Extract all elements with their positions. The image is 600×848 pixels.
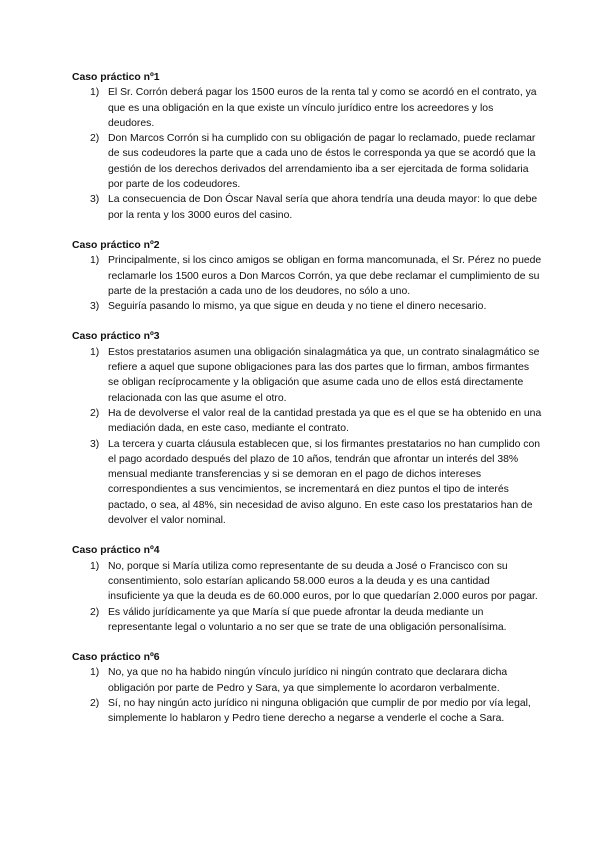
item-text: Estos prestatarios asumen una obligación sinalagmática ya que, un contrato sinalagmático se refiere a aquel que supone obligaciones para las dos partes que lo firman, ambos firmantes se obligan recíprocamente y la obligación que asume cada uno de ellos está directamente relacionada con las que asume el otro. <box>108 346 540 404</box>
answer-list <box>72 85 542 223</box>
item-text: Es válido jurídicamente ya que María sí que puede afrontar la deuda mediante un representante legal o voluntario a no ser que se trate de una obligación personalísima. <box>108 606 507 633</box>
case-3 <box>72 329 542 528</box>
case-6 <box>72 650 542 726</box>
item-text: No, porque si María utiliza como representante de su deuda a José o Francisco con su consentimiento, solo estarían aplicando 58.000 euros a la deuda y es una cantidad insuficiente ya que la deuda es de 60.000 euros, por lo que quedarían 2.000 euros por pagar. <box>108 560 538 603</box>
item-number: 1) <box>90 87 100 99</box>
item-text: Ha de devolverse el valor real de la cantidad prestada ya que es el que se ha obtenido en una mediación dada, en este caso, mediante el contrato. <box>108 407 542 435</box>
item-number: 2) <box>90 407 100 419</box>
item-number: 1) <box>90 560 100 572</box>
item-number: 2) <box>90 606 100 618</box>
answer-list <box>72 253 542 314</box>
answer-list <box>72 345 542 529</box>
list-item <box>72 406 542 437</box>
list-item <box>72 665 542 696</box>
item-text: Don Marcos Corrón si ha cumplido con su obligación de pagar lo reclamado, puede reclamar de sus codeudores la parte que a cada uno de éstos le corresponda ya que se acordó que la gestión de los derechos derivados del arrendamiento iba a ser ejercitada de forma solidaria por parte de los codeudores. <box>108 133 536 191</box>
list-item <box>72 192 542 223</box>
item-text: La tercera y cuarta cláusula establecen que, si los firmantes prestatarios no han cumplido con el pago acordado después del plazo de 10 años, tendrán que afrontar un interés del 38% mensual mediante transferencias y si se demoran en el pago de dichos intereses correspondientes a sus vencimientos, se incrementará en diez puntos el tipo de interés pactado, o sea, al 48%, sin necesidad de aviso alguno. En este caso los prestatarios han de devolver el valor nominal. <box>108 438 541 527</box>
list-item <box>72 345 542 406</box>
item-number: 1) <box>90 255 100 267</box>
item-number: 1) <box>90 346 100 358</box>
case-title: Caso práctico nº6 <box>72 652 160 664</box>
case-title: Caso práctico nº1 <box>72 72 160 83</box>
item-text: Principalmente, si los cinco amigos se obligan en forma mancomunada, el Sr. Pérez no puede reclamarle los 1500 euros a Don Marcos Corrón, ya que debe reclamar el cumplimiento de su parte de la prestación a cada uno de los deudores, no sólo a uno. <box>108 255 542 297</box>
item-number: 2) <box>90 697 100 709</box>
case-2 <box>72 238 542 314</box>
case-1 <box>72 70 542 223</box>
item-number: 3) <box>90 194 100 206</box>
answer-list <box>72 665 542 726</box>
list-item <box>72 559 542 605</box>
list-item <box>72 253 542 299</box>
case-title: Caso práctico nº3 <box>72 331 160 343</box>
item-number: 3) <box>90 438 100 450</box>
document-body <box>72 70 542 742</box>
list-item <box>72 131 542 192</box>
item-text: El Sr. Corrón deberá pagar los 1500 euros de la renta tal y como se acordó en el contrato, ya que es una obligación en la que existe un vínculo jurídico entre los acreedores y los deudores. <box>108 87 537 129</box>
item-text: No, ya que no ha habido ningún vínculo jurídico ni ningún contrato que declarara dicha obligación por parte de Pedro y Sara, ya que simplemente lo acordaron verbalmente. <box>108 667 508 694</box>
list-item <box>72 605 542 636</box>
item-text: Seguiría pasando lo mismo, ya que sigue en deuda y no tiene el dinero necesario. <box>108 301 487 313</box>
item-number: 3) <box>90 301 100 313</box>
item-number: 2) <box>90 133 100 145</box>
list-item <box>72 299 542 314</box>
case-title: Caso práctico nº4 <box>72 545 160 557</box>
case-4 <box>72 543 542 635</box>
list-item <box>72 437 542 529</box>
list-item <box>72 696 542 727</box>
answer-list <box>72 559 542 635</box>
item-number: 1) <box>90 667 100 679</box>
list-item <box>72 85 542 131</box>
item-text: La consecuencia de Don Óscar Naval sería que ahora tendría una deuda mayor: lo que debe por la renta y los 3000 euros del casino. <box>108 194 538 221</box>
item-text: Sí, no hay ningún acto jurídico ni ninguna obligación que cumplir de por medio por vía legal, simplemente lo hablaron y Pedro tiene derecho a negarse a venderle el coche a Sara. <box>108 697 531 725</box>
case-title: Caso práctico nº2 <box>72 239 160 251</box>
